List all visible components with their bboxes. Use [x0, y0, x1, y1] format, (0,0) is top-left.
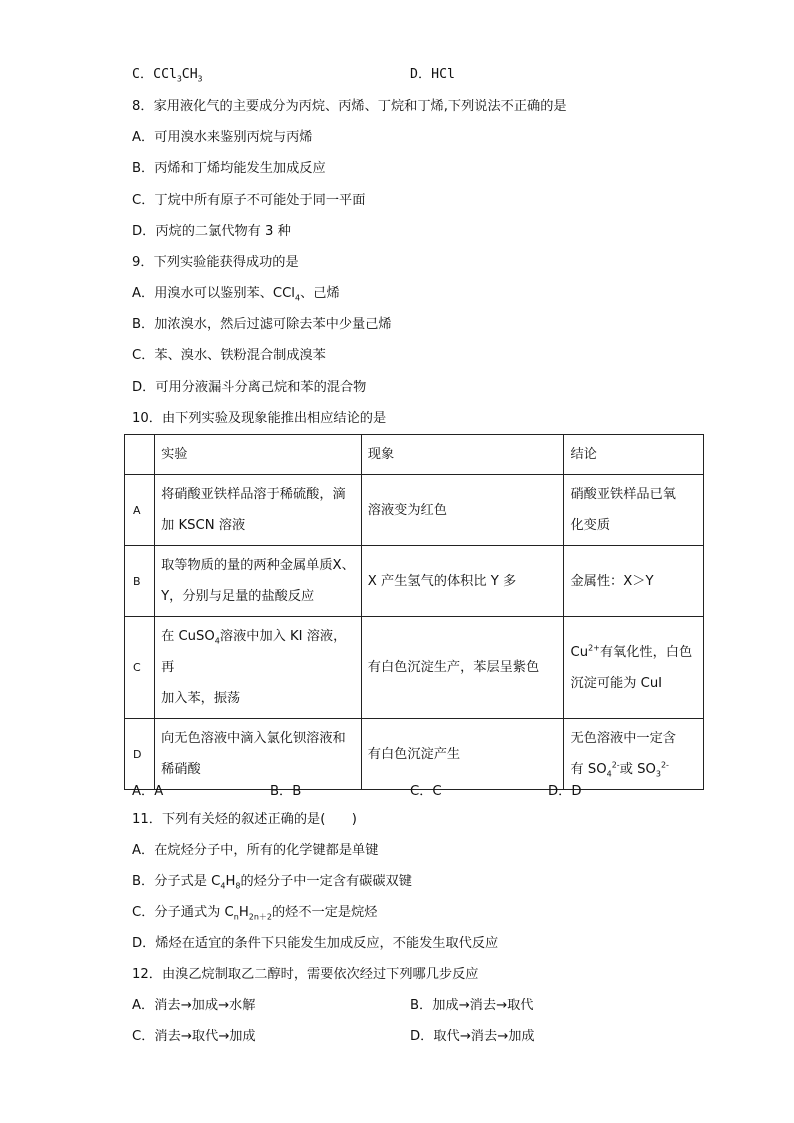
row-label: D — [125, 719, 155, 790]
q9-option-d: D．可用分液漏斗分离己烷和苯的混合物 — [132, 380, 367, 395]
q12-option-b: B．加成→消去→取代 — [410, 998, 534, 1013]
q8-stem: 8．家用液化气的主要成分为丙烷、丙烯、丁烷和丁烯,下列说法不正确的是 — [132, 99, 567, 114]
phenomenon-cell: X 产生氢气的体积比 Y 多 — [361, 546, 564, 617]
q10-option-a: A．A — [132, 784, 164, 799]
conclusion-cell: $Cu^{2+}$有氧化性，白色 沉淀可能为 CuI — [564, 617, 704, 719]
q9-stem: 9．下列实验能获得成功的是 — [132, 255, 299, 270]
q8-option-a: A．可用溴水来鉴别丙烷与丙烯 — [132, 130, 313, 145]
experiment-cell: 取等物质的量的两种金属单质X、 Y，分别与足量的盐酸反应 — [155, 546, 362, 617]
header-phenomenon: 现象 — [361, 435, 564, 475]
q10-option-d: D．D — [548, 784, 582, 799]
table-row — [125, 719, 704, 790]
q10-stem: 10．由下列实验及现象能推出相应结论的是 — [132, 411, 387, 426]
table-row — [125, 475, 704, 546]
row-label: A — [125, 475, 155, 546]
q11-option-c: C．分子通式为 $C_nH_{2n+2}$的烃不一定是烷烃 — [132, 905, 378, 922]
q10-table — [124, 434, 704, 790]
q11-option-a: A．在烷烃分子中，所有的化学键都是单键 — [132, 843, 379, 858]
q9-option-a: A．用溴水可以鉴别苯、CCl$_4$、己烯 — [132, 286, 340, 303]
row-label: B — [125, 546, 155, 617]
experiment-cell: 在 CuSO$_4$溶液中加入 KI 溶液，再 加入苯，振荡 — [155, 617, 362, 719]
q12-option-a: A．消去→加成→水解 — [132, 998, 256, 1013]
q10-option-b: B．B — [270, 784, 302, 799]
q9-option-b: B．加浓溴水，然后过滤可除去苯中少量己烯 — [132, 317, 392, 332]
conclusion-cell: 无色溶液中一定含 有 $SO_4^{2-}$或 $SO_3^{2-}$ — [564, 719, 704, 790]
q11-option-b: B．分子式是 $C_4H_8$的烃分子中一定含有碳碳双键 — [132, 874, 412, 891]
conclusion-cell: 硝酸亚铁样品已氧 化变质 — [564, 475, 704, 546]
q8-option-b: B．丙烯和丁烯均能发生加成反应 — [132, 161, 326, 176]
table-header-row — [125, 435, 704, 475]
experiment-cell: 将硝酸亚铁样品溶于稀硫酸，滴 加 KSCN 溶液 — [155, 475, 362, 546]
conclusion-cell: 金属性：X＞Y — [564, 546, 704, 617]
q10-option-c: C．C — [410, 784, 442, 799]
q12-option-c: C．消去→取代→加成 — [132, 1029, 256, 1044]
row-label: C — [125, 617, 155, 719]
header-conclusion: 结论 — [564, 435, 704, 475]
option-d-hcl: D．HCl — [410, 67, 455, 82]
q9-option-c: C．苯、溴水、铁粉混合制成溴苯 — [132, 348, 326, 363]
table-row — [125, 546, 704, 617]
phenomenon-cell: 有白色沉淀生产，苯层呈紫色 — [361, 617, 564, 719]
table-row — [125, 617, 704, 719]
q8-option-d: D．丙烷的二氯代物有 3 种 — [132, 224, 291, 239]
q11-option-d: D．烯烃在适宜的条件下只能发生加成反应，不能发生取代反应 — [132, 936, 499, 951]
phenomenon-cell: 有白色沉淀产生 — [361, 719, 564, 790]
option-c-ccl3ch3: C．$CCl_3CH_3$ — [132, 67, 203, 84]
q12-stem: 12．由溴乙烷制取乙二醇时，需要依次经过下列哪几步反应 — [132, 967, 479, 982]
header-experiment: 实验 — [155, 435, 362, 475]
q12-option-d: D．取代→消去→加成 — [410, 1029, 535, 1044]
q11-stem: 11．下列有关烃的叙述正确的是( ) — [132, 812, 357, 827]
phenomenon-cell: 溶液变为红色 — [361, 475, 564, 546]
experiment-cell: 向无色溶液中滴入氯化钡溶液和 稀硝酸 — [155, 719, 362, 790]
q8-option-c: C．丁烷中所有原子不可能处于同一平面 — [132, 193, 366, 208]
